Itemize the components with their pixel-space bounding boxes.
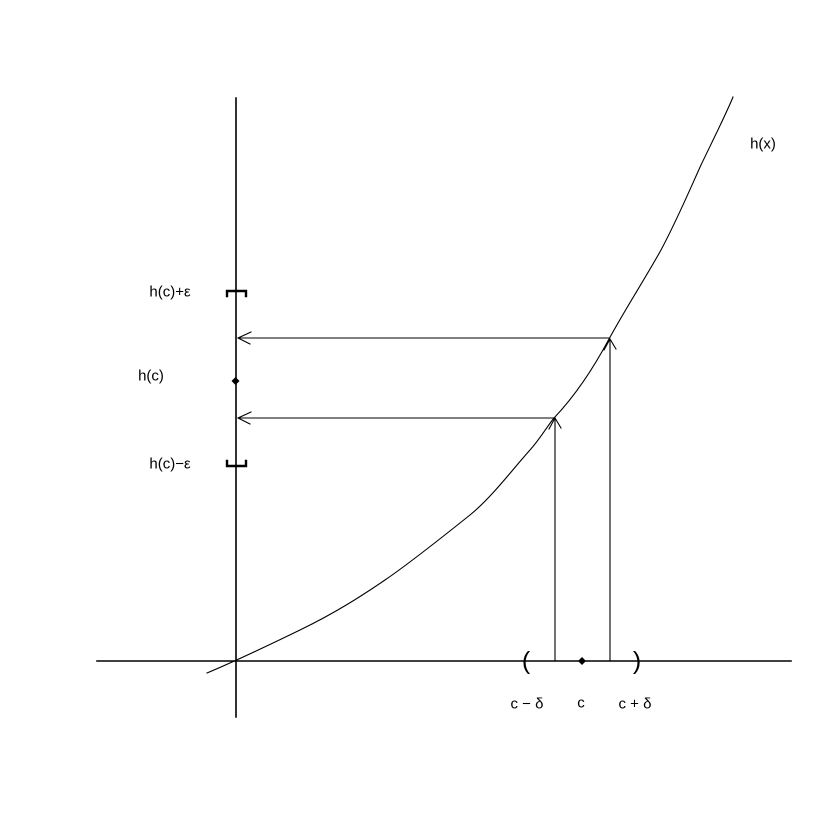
hc-point-marker (232, 377, 240, 385)
delta-interval-close-paren: ) (632, 647, 642, 675)
hc-minus-epsilon-label: h(c)−ε (149, 455, 191, 473)
delta-interval-open-paren: ( (521, 647, 531, 675)
c-plus-delta-label: c + δ (618, 695, 652, 713)
c-minus-delta-label: c − δ (510, 695, 544, 713)
stroke-group (97, 97, 791, 717)
marker-group (232, 377, 587, 665)
hc-label: h(c) (138, 367, 164, 385)
c-point-marker (578, 657, 586, 665)
c-label: c (577, 694, 585, 712)
curve-label: h(x) (750, 135, 776, 153)
hc-plus-epsilon-label: h(c)+ε (149, 283, 191, 301)
curve-h (207, 97, 733, 673)
label-group (138, 136, 776, 713)
